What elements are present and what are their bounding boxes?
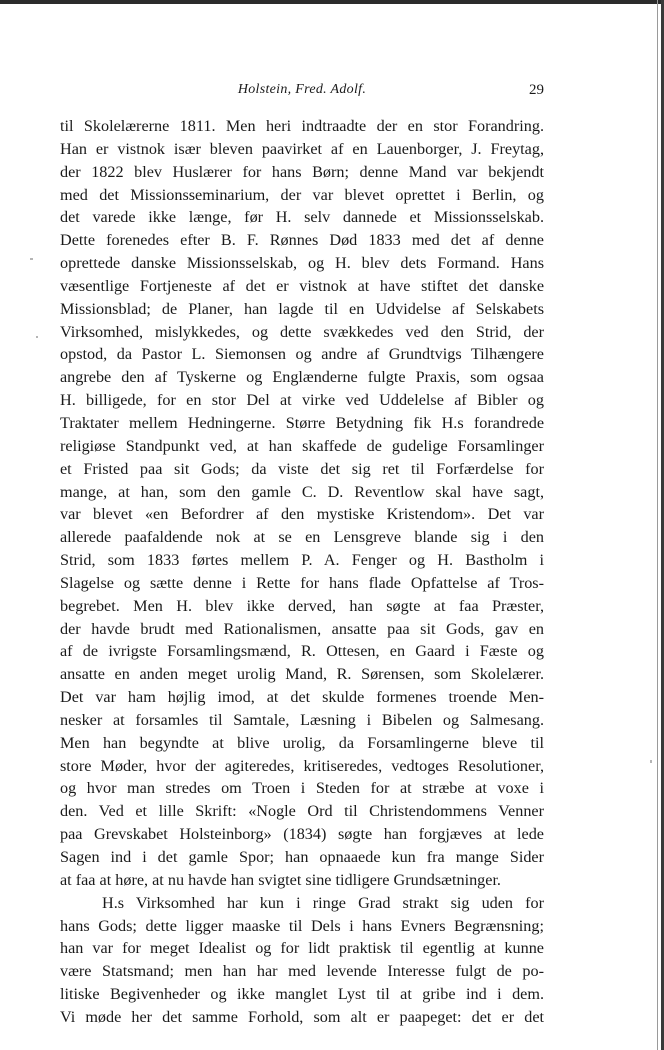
page-right-edge-shadow (657, 0, 658, 1050)
text-line: begrebet. Men H. blev ikke derved, han søgte at faa Præster, (60, 596, 544, 615)
text-line: angrebe den af Tyskerne og Englænderne fulgte Praxis, som ogsaa (60, 368, 544, 387)
text-line: H.s Virksomhed har kun i ringe Grad strakt sig uden for (102, 893, 544, 912)
text-line: ansatte en anden meget urolig Mand, R. Sørensen, som Skolelærer. (60, 665, 544, 684)
text-line: Traktater mellem Hedningerne. Større Betydning fik H.s forandrede (60, 413, 544, 432)
margin-speck (30, 258, 33, 260)
text-line: Det var ham højlig imod, at det skulde formenes troende Men- (60, 688, 544, 707)
text-line: med det Missionsseminarium, der var blevet oprettet i Berlin, og (60, 185, 544, 204)
margin-speck (650, 760, 652, 763)
text-line: at faa at høre, at nu havde han svigtet sine tidligere Grundsætninger. (60, 870, 501, 889)
text-line: Vi møde her det samme Forhold, som alt er paapeget: det er det (60, 1007, 544, 1026)
text-line: den. Ved et lille Skrift: «Nogle Ord til Christendommens Venner (60, 802, 544, 821)
text-line: var blevet «en Befordrer af den mystiske Kristendom». Det var (60, 505, 544, 524)
text-line: Slagelse og sætte denne i Rette for hans flade Opfattelse af Tros- (60, 573, 544, 592)
body-text (60, 115, 544, 1029)
text-line: opstod, da Pastor L. Siemonsen og andre af Grundtvigs Tilhængere (60, 345, 544, 364)
text-line: der 1822 blev Huslærer for hans Børn; denne Mand var bekjendt (60, 162, 544, 181)
text-line: han var for meget Idealist og for lidt praktisk til egentlig at kunne (60, 939, 544, 958)
text-line: Dette forenedes efter B. F. Rønnes Død 1833 med det af denne (60, 231, 544, 250)
text-line: og hvor man stredes om Troen i Steden for at stræbe at voxe i (60, 779, 544, 798)
text-line: litiske Begivenheder og ikke manglet Lyst til at gribe ind i dem. (60, 985, 544, 1004)
text-line: væsentlige Fortjeneste af det er vistnok at have stiftet det danske (60, 276, 544, 295)
text-line: mange, at han, som den gamle C. D. Reventlow skal have sagt, (60, 482, 544, 501)
text-line: nesker at forsamles til Samtale, Læsning i Bibelen og Salmesang. (60, 710, 544, 729)
running-head: Holstein, Fred. Adolf. (237, 82, 367, 97)
text-line: Strid, som 1833 førtes mellem P. A. Fenger og H. Bastholm i (60, 551, 544, 570)
text-line: et Fristed paa sit Gods; da viste det sig ret til Forfærdelse for (60, 459, 544, 478)
text-line: allerede paafaldende nok at se en Lensgreve blande sig i den (60, 528, 544, 547)
text-line: Sagen ind i det gamle Spor; han opnaaede kun fra mange Sider (60, 848, 544, 866)
text-line: Missionsblad; de Planer, han lagde til en Udvidelse af Selskabets (60, 299, 544, 318)
text-line: der havde brudt med Rationalismen, ansatte paa sit Gods, gav en (60, 619, 544, 638)
text-line: store Møder, hvor der agiteredes, kritiseredes, vedtoges Resolutioner, (60, 756, 544, 775)
text-line: hans Gods; dette ligger maaske til Dels i hans Evners Begrænsning; (60, 916, 544, 935)
page-top-edge (0, 0, 664, 4)
page-number: 29 (529, 82, 544, 98)
text-line: det varede ikke længe, før H. selv dannede et Missionsselskab. (60, 208, 544, 227)
text-line: Virksomhed, mislykkedes, og dette svækkedes ved den Strid, der (60, 322, 544, 341)
margin-speck (36, 336, 38, 338)
page-header (60, 82, 544, 106)
text-line: til Skolelærerne 1811. Men heri indtraadte der en stor Forandring. (60, 117, 544, 135)
text-line: Han er vistnok især bleven paavirket af en Lauenborger, J. Freytag, (60, 139, 544, 158)
text-line: H. billigede, for en stor Del at virke ved Uddelelse af Bibler og (60, 391, 544, 410)
text-line: oprettede danske Missionsselskab, og H. blev dets Formand. Hans (60, 254, 544, 273)
text-line: religiøse Standpunkt ved, at han skaffede de gudelige Forsamlinger (60, 436, 544, 455)
text-line: paa Grevskabet Holsteinborg» (1834) søgte han forgjæves at lede (60, 825, 544, 844)
text-line: Men han begyndte at blive urolig, da Forsamlingerne bleve til (60, 733, 544, 752)
text-line: være Statsmand; men han har med levende Interesse fulgt de po- (60, 962, 544, 981)
text-line: af de ivrigste Forsamlingsmænd, R. Ottesen, en Gaard i Fæste og (60, 642, 544, 661)
